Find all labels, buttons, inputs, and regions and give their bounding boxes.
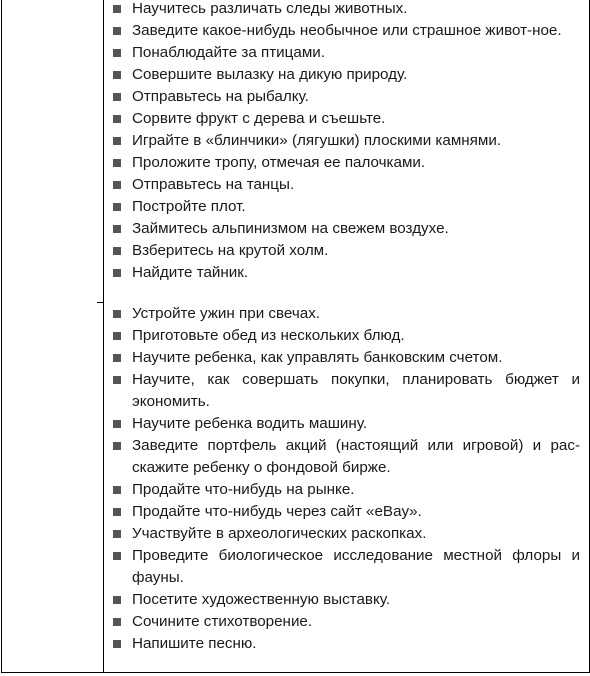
table-border-bottom — [1, 672, 590, 673]
list-item: Займитесь альпинизмом на свежем воздухе. — [112, 218, 580, 240]
list-item: Играйте в «блинчики» (лягушки) плоскими камнями. — [112, 130, 580, 152]
square-bullet-icon — [113, 508, 121, 516]
row-divider-tick — [97, 302, 104, 303]
square-bullet-icon — [113, 71, 121, 79]
list-item: Сочините стихотворение. — [112, 611, 580, 633]
square-bullet-icon — [113, 49, 121, 57]
list-item: Совершите вылазку на дикую природу. — [112, 64, 580, 86]
list-item: Найдите тайник. — [112, 262, 580, 284]
list-item: Приготовьте обед из нескольких блюд. — [112, 325, 580, 347]
list-item: Заведите портфель акций (настоящий или игровой) и рас-скажите ребенку о фондовой бирже. — [112, 435, 580, 479]
square-bullet-icon — [113, 310, 121, 318]
activities-cell — [112, 0, 580, 672]
table-border-left — [1, 0, 2, 672]
square-bullet-icon — [113, 159, 121, 167]
square-bullet-icon — [113, 269, 121, 277]
square-bullet-icon — [113, 93, 121, 101]
square-bullet-icon — [113, 486, 121, 494]
square-bullet-icon — [113, 376, 121, 384]
list-item: Взберитесь на крутой холм. — [112, 240, 580, 262]
list-item: Научитесь различать следы животных. — [112, 0, 580, 20]
column-divider — [103, 0, 104, 672]
square-bullet-icon — [113, 115, 121, 123]
list-item: Постройте плот. — [112, 196, 580, 218]
list-item: Научите ребенка, как управлять банковским счетом. — [112, 347, 580, 369]
square-bullet-icon — [113, 640, 121, 648]
list-item: Устройте ужин при свечах. — [112, 303, 580, 325]
square-bullet-icon — [113, 5, 121, 13]
square-bullet-icon — [113, 442, 121, 450]
list-item: Заведите какое-нибудь необычное или страшное живот-ное. — [112, 20, 580, 42]
list-item: Продайте что-нибудь через сайт «eBay». — [112, 501, 580, 523]
square-bullet-icon — [113, 203, 121, 211]
list-item: Посетите художественную выставку. — [112, 589, 580, 611]
square-bullet-icon — [113, 618, 121, 626]
list-item: Отправьтесь на рыбалку. — [112, 86, 580, 108]
square-bullet-icon — [113, 332, 121, 340]
square-bullet-icon — [113, 354, 121, 362]
activity-list-skills — [112, 303, 580, 655]
activity-list-outdoor — [112, 0, 580, 284]
square-bullet-icon — [113, 552, 121, 560]
square-bullet-icon — [113, 137, 121, 145]
list-item: Продайте что-нибудь на рынке. — [112, 479, 580, 501]
list-item: Сорвите фрукт с дерева и съешьте. — [112, 108, 580, 130]
square-bullet-icon — [113, 530, 121, 538]
square-bullet-icon — [113, 181, 121, 189]
square-bullet-icon — [113, 27, 121, 35]
square-bullet-icon — [113, 247, 121, 255]
list-item: Проведите биологическое исследование местной флоры и фауны. — [112, 545, 580, 589]
list-item: Отправьтесь на танцы. — [112, 174, 580, 196]
list-item: Участвуйте в археологических раскопках. — [112, 523, 580, 545]
list-item: Проложите тропу, отмечая ее палочками. — [112, 152, 580, 174]
square-bullet-icon — [113, 225, 121, 233]
list-item: Научите ребенка водить машину. — [112, 413, 580, 435]
list-item: Напишите песню. — [112, 633, 580, 655]
square-bullet-icon — [113, 596, 121, 604]
list-item: Научите, как совершать покупки, планировать бюджет и экономить. — [112, 369, 580, 413]
square-bullet-icon — [113, 420, 121, 428]
list-item: Понаблюдайте за птицами. — [112, 42, 580, 64]
